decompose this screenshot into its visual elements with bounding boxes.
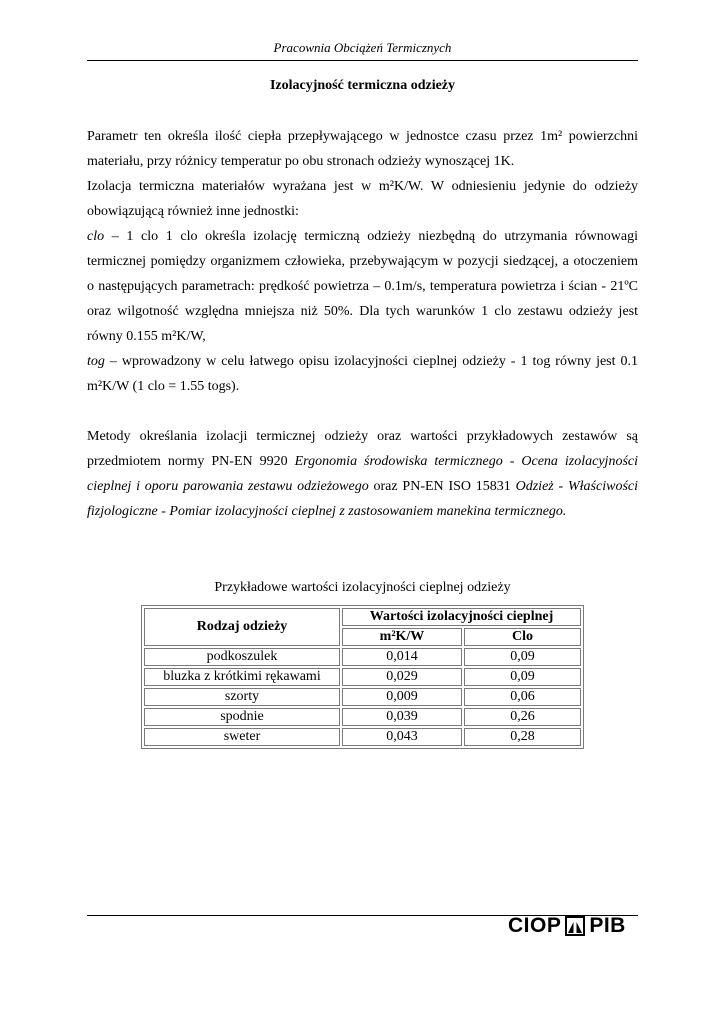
page-header: Pracownia Obciążeń Termicznych xyxy=(273,40,452,55)
value-si: 0,043 xyxy=(342,728,462,746)
ciop-pib-logo xyxy=(508,914,626,938)
header-unit-si: m²K/W xyxy=(342,628,462,646)
paragraph-1: Parametr ten określa ilość ciepła przepływającego w jednostce czasu przez 1m² powierzchni materiału, przy różnicy temperatur po obu stronach odzieży wynoszącej 1K. xyxy=(87,129,638,169)
table-row xyxy=(144,668,581,686)
paragraph-clo xyxy=(87,224,638,349)
table-row xyxy=(144,728,581,746)
header-unit-clo: Clo xyxy=(464,628,581,646)
header-divider xyxy=(87,60,638,61)
paragraph-2: Izolacja termiczna materiałów wyrażana jest w m²K/W. W odniesieniu jedynie do odzieży obowiązującą również inne jednostki: xyxy=(87,179,638,219)
table-row xyxy=(144,708,581,726)
paragraph-tog xyxy=(87,349,638,399)
page-title: Izolacyjność termiczna odzieży xyxy=(269,78,456,93)
table-row xyxy=(144,688,581,706)
tog-definition: – wprowadzony w celu łatwego opisu izolacyjności cieplnej odzieży - 1 tog równy jest 0.1 m²K/W (1 clo = 1.55 togs). xyxy=(87,354,638,394)
value-si: 0,014 xyxy=(342,648,462,666)
paragraph-standards xyxy=(87,424,638,524)
term-tog: tog xyxy=(87,354,105,369)
value-clo: 0,28 xyxy=(464,728,581,746)
logo-text-right: PIB xyxy=(589,914,626,937)
paragraph-gap xyxy=(87,399,638,424)
clothing-name: szorty xyxy=(144,688,340,706)
body-text xyxy=(87,124,638,524)
standards-text-c: oraz PN-EN ISO 15831 xyxy=(368,479,516,494)
header-clothing-type: Rodzaj odzieży xyxy=(144,608,340,646)
term-clo: clo xyxy=(87,229,105,244)
standard-title-2: Odzież - Właściwości fizjologiczne - Pomiar izolacyjności cieplnej z zastosowaniem manekina termicznego. xyxy=(87,479,638,519)
standards-text-a: Metody określania izolacji termicznej odzieży oraz wartości przykładowych zestawów są przedmiotem normy PN-EN 9920 xyxy=(87,429,638,469)
clothing-name: sweter xyxy=(144,728,340,746)
clo-definition: – 1 clo 1 clo określa izolację termiczną odzieży niezbędną do utrzymania równowagi termicznej pomiędzy organizmem człowieka, przebywającym w pozycji siedzącej, a otoczeniem o następujących parametrach: prędkość powietrza – 0.1m/s, temperatura powietrza i ścian - 21ºC oraz wilgotność względna mniejsza niż 50%. Dla tych warunków 1 clo zestawu odzieży jest równy 0.155 m²K/W, xyxy=(87,229,638,344)
logo-emblem-icon xyxy=(565,916,585,936)
value-clo: 0,09 xyxy=(464,668,581,686)
standard-title-1: Ergonomia środowiska termicznego - Ocena izolacyjności cieplnej i oporu parowania zestawu odzieżowego xyxy=(87,454,638,494)
value-si: 0,009 xyxy=(342,688,462,706)
clothing-name: bluzka z krótkimi rękawami xyxy=(144,668,340,686)
table-row xyxy=(144,648,581,666)
logo-text-left: CIOP xyxy=(508,914,562,937)
header-insulation-values: Wartości izolacyjności cieplnej xyxy=(342,608,581,626)
clothing-name: spodnie xyxy=(144,708,340,726)
value-si: 0,029 xyxy=(342,668,462,686)
value-clo: 0,26 xyxy=(464,708,581,726)
value-clo: 0,09 xyxy=(464,648,581,666)
value-si: 0,039 xyxy=(342,708,462,726)
insulation-table xyxy=(141,605,584,749)
table-caption: Przykładowe wartości izolacyjności cieplnej odzieży xyxy=(214,580,511,595)
clothing-name: podkoszulek xyxy=(144,648,340,666)
value-clo: 0,06 xyxy=(464,688,581,706)
